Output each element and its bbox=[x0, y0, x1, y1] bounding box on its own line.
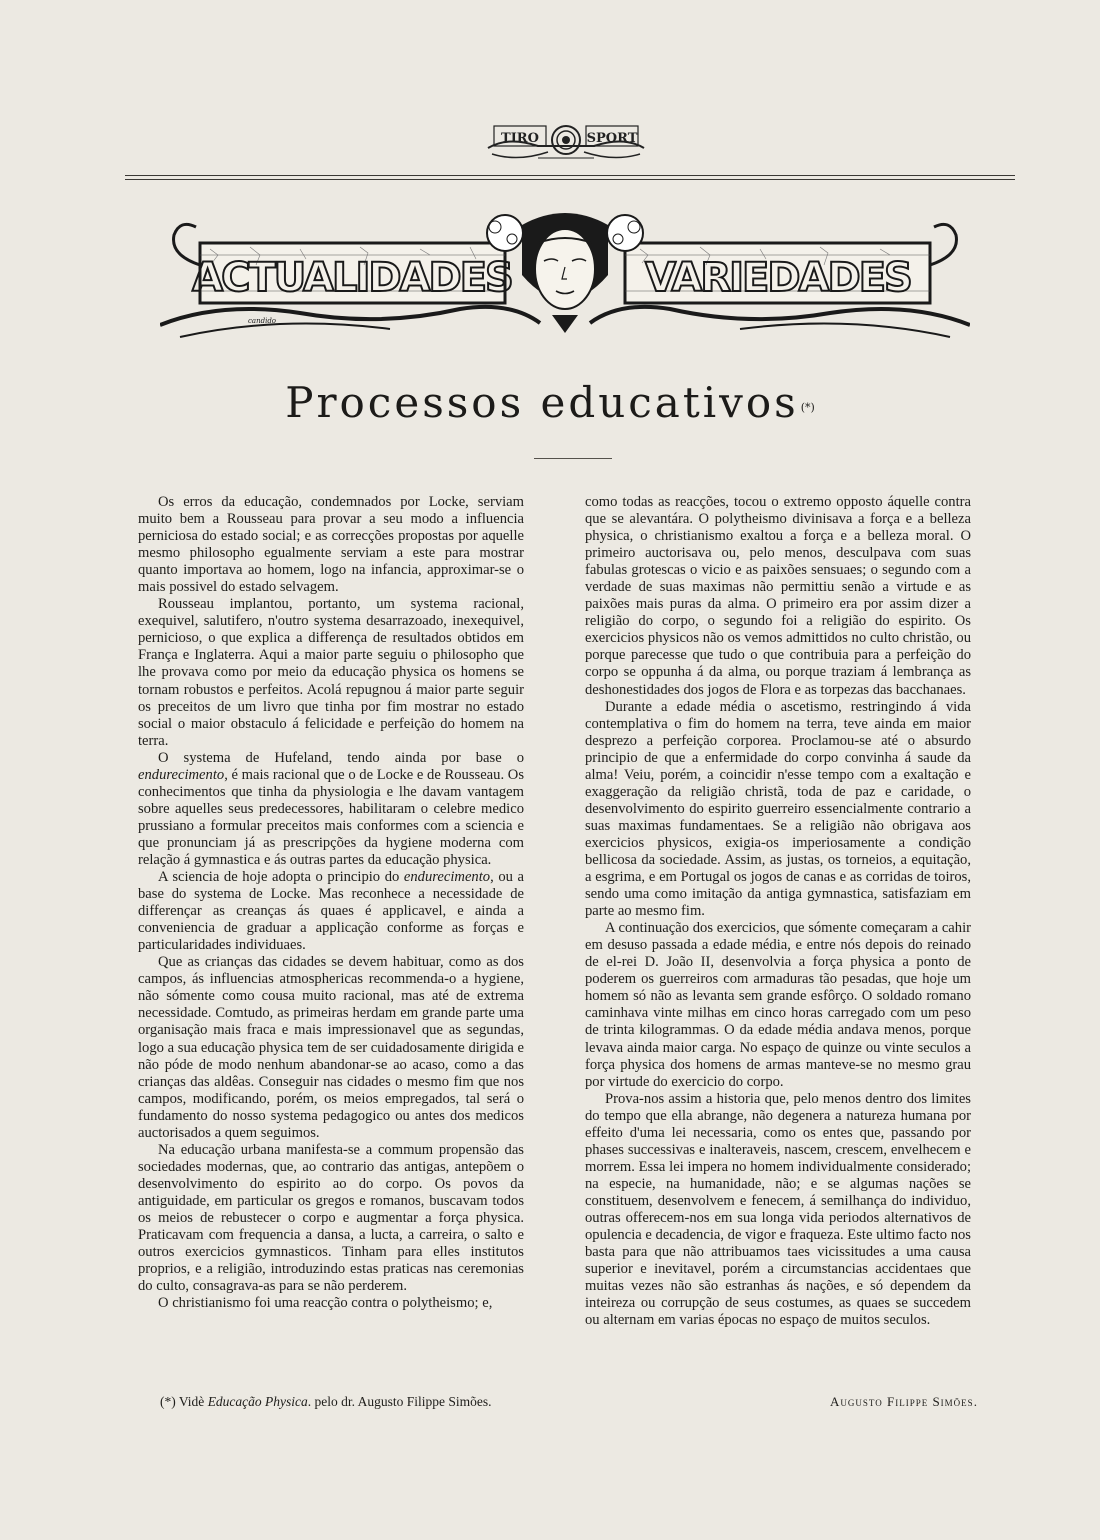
article-paragraph: Durante a edade média o ascetismo, restringindo á vida contemplativa o fim do homem na terra, teve ainda em maior desprezo a perfeição corporea. Proclamou-se até o absurdo principio de que a enfermidade do corpo convinha á saude da alma! Veiu, porém, a coincidir n'esse tempo com a exaltação e exaggeração da religião christã, toda de paz e caridade, o desenvolvimento do espirito guerreiro essencialmente contrario a suas maximas fundamentaes. Se a religião não obrigava aos exercicios physicos, exigia-os imperiosamente a condição bellicosa da sociedade. Assim, as justas, os torneios, a equitação, a esgrima, e em Portugal os jogos de canas e as corridas de toiros, sendo uma como imitação da antiga gymnastica, satisfaziam em parte ao mesmo fim. bbox=[585, 698, 971, 920]
masthead-left-word: TIRO bbox=[501, 131, 539, 146]
masthead-logo bbox=[478, 118, 654, 168]
banner-right-word: VARIEDADES bbox=[645, 255, 911, 301]
article-paragraph: Os erros da educação, condemnados por Locke, serviam muito bem a Rousseau para provar a seu modo a influencia perniciosa do estado social; e as correcções propostas por aquelle mesmo philosopho egualmente serviam a este para mostrar quanto importava ao homem, logo na infancia, approximar-se o mais possivel do estado selvagem. bbox=[138, 494, 524, 596]
article-paragraph: Rousseau implantou, portanto, um systema racional, exequivel, salutifero, n'outro systema desarrazoado, inexequivel, pernicioso, o que explica a differença de resultados obtidos em França e Inglaterra. Aqui a maior parte seguiu o philosopho que lhe provava como por meio da educação physica os homens se tornam robustos e perfeitos. Acolá repugnou á maior parte seguir os preceitos de um livro que tinha por fim mostrar no estado social o maior obstaculo á felicidade e perfeição do homem na terra. bbox=[138, 596, 524, 749]
title-footnote-mark: (*) bbox=[800, 400, 815, 414]
article-column-left bbox=[138, 494, 524, 1312]
article-title-wrap bbox=[0, 378, 1100, 427]
banner-artist-signature: candido bbox=[248, 317, 277, 325]
article-paragraph: como todas as reacções, tocou o extremo opposto áquelle contra que se alevantára. O polytheismo divinisava a força e a belleza physica, o christianismo exaltou a força e a belleza moral. O primeiro auctorisava ou, pelo menos, desculpava com suas fabulas grotescas o vicio e as paixões sensuaes; o segundo com a verdade de suas maximas não permittiu senão a virtude e as paixões mais puras da alma. O primeiro era por assim dizer a religião do corpo, o segundo foi a religião do espirito. Os exercicios physicos não os vemos admittidos no culto christão, ou porque parecesse que tudo o que contribuia para a perfeição do corpo se oppunha á da alma, ou porque traziam á lembrança as deshonestidades dos jogos de Flora e as torpezas das bacchanaes. bbox=[585, 494, 971, 698]
masthead-emblem-icon bbox=[478, 118, 654, 168]
footnote: (*) Vidè Educação Physica. pelo dr. Augusto Filippe Simões. bbox=[160, 1394, 492, 1409]
article-column-right bbox=[585, 494, 971, 1329]
article-paragraph: Na educação urbana manifesta-se a commum propensão das sociedades modernas, que, ao contrario das antigas, antepõem o desenvolvimento do espirito ao do corpo. Os povos da antiguidade, em particular os gregos e romanos, buscavam todos os meios de rebustecer o corpo e augmentar a força physica. Praticavam com frequencia a dansa, a lucta, a carreira, o salto e outros exercicios gymnasticos. Tinham para elles institutos proprios, e a religião, introduzindo estas praticas nas ceremonias do culto, consagrava-as para se não perderem. bbox=[138, 1141, 524, 1295]
author-signature: Augusto Filippe Simões. bbox=[830, 1394, 978, 1409]
top-rule-2 bbox=[125, 179, 1015, 180]
title-separator bbox=[534, 458, 612, 459]
section-banner bbox=[160, 205, 970, 350]
article-paragraph: Prova-nos assim a historia que, pelo menos dentro dos limites do tempo que ella abrange, não degenera a natureza humana por effeito d'uma lei necessaria, como os entes que, passando por phases successivas e inalteraveis, nascem, crescem, envelhecem e morrem. Essa lei impera no homem individualmente considerado; na especie, na humanidade, não; e se algumas nações se constituem, desenvolvem e fenecem, á semilhança do individuo, outras offerecem-nos em sua longa vida periodos alternativos de opulencia e decadencia, de vigor e fraqueza. Este ultimo facto nos basta para que não attribuamos taes vicissitudes a uma causa superior e inevitavel, porém a circumstancias accidentaes que muitas vezes não são estranhas ás nações, e só dependem da inteireza ou corrupção de seus costumes, as quaes se succedem ou alternam em varias épocas no espaço de muitos seculos. bbox=[585, 1090, 971, 1329]
banner-ornament-icon bbox=[160, 205, 970, 350]
top-rule-1 bbox=[125, 175, 1015, 176]
masthead-right-word: SPORT bbox=[586, 131, 638, 146]
article-paragraph: O systema de Hufeland, tendo ainda por base o endurecimento, é mais racional que o de Locke e de Rousseau. Os conhecimentos que tinha da physiologia e lhe davam vantagem sobre aquelles seus predecessores, habilitaram o celebre medico prussiano a formular preceitos mais conformes com a sciencia e que pronunciam já as prescripções da hygiene moderna com relação á gymnastica e ás outras partes da educação physica. bbox=[138, 749, 524, 868]
article-paragraph: A continuação dos exercicios, que sómente começaram a cahir em desuso passada a edade média, e entre nós depois do reinado de el-rei D. João II, desenvolvia a força physica a ponto de poderem os guerreiros com armaduras tão pesadas, que hoje um homem só não as levanta sem grande esfôrço. O soldado romano caminhava vinte milhas em cinco horas carregado com um peso de trinta kilogrammas. O da edade média andava menos, porque levava ainda maior carga. No espaço de quinze ou vinte seculos a força physica dos homens de armas manteve-se no mesmo grau por virtude do exercicio do corpo. bbox=[585, 920, 971, 1090]
banner-left-word: ACTUALIDADES bbox=[192, 255, 512, 301]
article-paragraph: Que as crianças das cidades se devem habituar, como as dos campos, ás influencias atmosphericas recommenda-o a hygiene, não sómente como cousa muito racional, mas até de extrema necessidade. Comtudo, as primeiras herdam em grande parte uma organisação mais fraca e mais impressionavel que as segundas, logo a sua educação physica tem de ser cuidadosamente dirigida e não póde de modo nenhum abandonar-se ao acaso, como a das crianças das aldêas. Conseguir nas cidades o mesmo fim que nos campos, modificando, porém, os meios empregados, tal será o fundamento do nosso systema pedagogico ou antes dos medicos auctorisados a quem seguimos. bbox=[138, 954, 524, 1141]
article-title: Processos educativos bbox=[285, 378, 799, 427]
article-paragraph: O christianismo foi uma reacção contra o polytheismo; e, bbox=[158, 1295, 493, 1312]
article-paragraph: A sciencia de hoje adopta o principio do endurecimento, ou a base do systema de Locke. Mas reconhece a necessidade de differençar as creanças ás quaes é applicavel, e ainda a conveniencia de graduar a applicação conforme as forças e particularidades individuaes. bbox=[138, 869, 524, 954]
